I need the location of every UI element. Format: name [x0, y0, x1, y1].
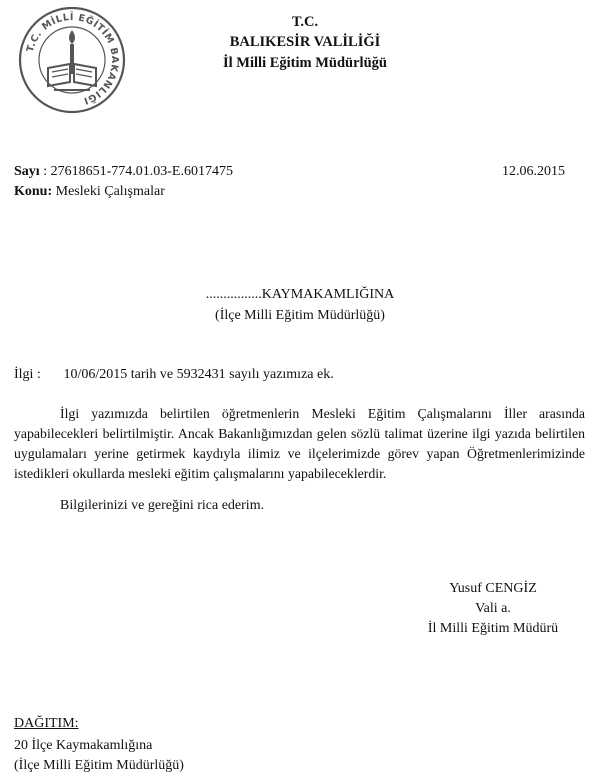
addressee-subtitle: (İlçe Milli Eğitim Müdürlüğü) — [215, 308, 385, 323]
body-paragraph: İlgi yazımızda belirtilen öğretmenlerin Mesleki Eğitim Çalışmalarını İller arasında yapabilecekleri belirtilmiştir. Ancak Bakanlığımızdan gelen sözlü talimat üzerine ilgi yazıda belirtilen uygulamaları yerine getirmek kaydıyla ilimiz ve ilçelerimizde görev yapan Öğretmenlerimizinde istedikleri okullarda mesleki eğitim çalışmalarını yapabileceklerdir. — [14, 406, 585, 481]
reference-related-value: 10/06/2015 tarih ve 5932431 sayılı yazımıza ek. — [63, 367, 334, 382]
reference-row — [14, 367, 334, 383]
subject-value: Mesleki Çalışmalar — [55, 184, 165, 199]
seal-ring-text: T.C. MİLLÎ EĞİTİM BAKANLIĞI — [24, 11, 121, 107]
signatory-name: Yusuf CENGİZ — [449, 581, 537, 596]
ministry-seal-logo — [18, 6, 126, 114]
distribution-item: (İlçe Milli Eğitim Müdürlüğü) — [14, 758, 184, 773]
reference-number: : 27618651-774.01.03-E.6017475 — [43, 164, 233, 179]
header-directorate: İl Milli Eğitim Müdürlüğü — [223, 55, 387, 71]
subject-row — [14, 184, 165, 200]
header-tc: T.C. — [291, 14, 319, 30]
reference-label: Sayı — [14, 164, 40, 179]
closing-line: Bilgilerinizi ve gereğini rica ederim. — [60, 498, 265, 513]
header-governorship: BALIKESİR VALİLİĞİ — [229, 34, 381, 50]
signatory-role: Vali a. — [475, 601, 511, 616]
addressee: ................KAYMAKAMLIĞINA — [205, 287, 395, 302]
reference-related-label: İlgi : — [14, 367, 41, 382]
distribution-title: DAĞITIM: — [14, 716, 79, 731]
reference-number-row — [14, 164, 233, 180]
signatory-title: İl Milli Eğitim Müdürü — [427, 621, 559, 636]
document-date: 12.06.2015 — [502, 164, 565, 179]
distribution-item: 20 İlçe Kaymakamlığına — [14, 738, 153, 753]
subject-label: Konu: — [14, 184, 53, 199]
